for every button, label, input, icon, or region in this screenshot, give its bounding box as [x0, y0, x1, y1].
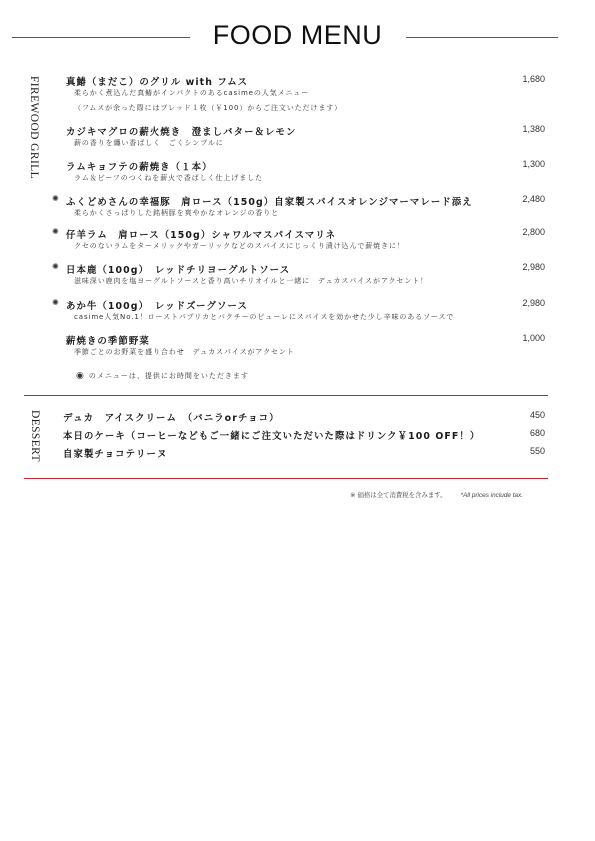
menu-item-price: 2,980 [522, 262, 545, 272]
dessert-item-name: 本日のケーキ（コーヒーなどもご一緒にご注文いただいた際はドリンク￥100 OFF！） [63, 431, 481, 442]
long-wait-mark-icon: ✺ [52, 298, 59, 307]
menu-item-description: 柔らかくさっぱりした銘柄豚を爽やかなオレンジの香りと [74, 209, 280, 217]
section-label-dessert: DESSERT [29, 410, 41, 462]
menu-item-description: （フムスが余った際にはブレッド１枚（￥100）からご注文いただけます） [74, 104, 343, 112]
menu-item-description: 滋味深い鹿肉を塩ヨーグルトソースと香り高いチリオイルと一緒に デュカスパイスがアクセント！ [74, 277, 429, 285]
dessert-item-price: 680 [529, 428, 545, 438]
dessert-item-price: 450 [529, 410, 545, 420]
long-wait-mark-icon: ✺ [52, 262, 59, 271]
long-wait-mark-icon: ✺ [52, 194, 59, 203]
long-wait-mark-icon: ✺ [52, 227, 59, 236]
menu-item-name: 日本鹿（100g） レッドチリヨーグルトソース [66, 265, 291, 276]
tax-note-japanese: ※ 価格は全て消費税を含みます。 [350, 491, 447, 499]
wait-time-note-text: のメニューは、提供にお時間をいただきます [88, 372, 249, 380]
wait-time-note [76, 371, 249, 381]
menu-item-price: 2,480 [522, 194, 545, 204]
target-mark-icon: ◉ [76, 371, 85, 381]
page-title: FOOD MENU [212, 20, 383, 50]
section-divider [24, 395, 548, 396]
menu-item-name: ふくどめさんの幸福豚 肩ロース（150g）自家製スパイスオレンジマーマレード添え [66, 197, 473, 208]
tax-note-english: *All prices include tax. [460, 492, 523, 499]
tax-note [350, 490, 523, 499]
menu-item-name: 仔羊ラム 肩ロース（150g）シャワルマスパイスマリネ [66, 230, 337, 241]
menu-item-price: 2,800 [522, 227, 545, 237]
menu-item-price: 1,000 [522, 333, 545, 343]
menu-item-name: 真鰆（まだこ）のグリル with フムス [66, 77, 249, 88]
section-divider [24, 478, 548, 479]
menu-item-description: 薪の香りを纏い香ばしく ごくシンプルに [74, 139, 224, 147]
menu-item-description: 柔らかく煮込んだ真鰆がインパクトのあるcasimeの人気メニュー [74, 89, 310, 97]
menu-item-name: カジキマグロの薪火焼き 澄ましバター＆レモン [66, 127, 297, 138]
menu-item-description: 季節ごとのお野菜を盛り合わせ デュカスパイスがアクセント [74, 348, 295, 356]
dessert-item-name: デュカ アイスクリーム （バニラorチョコ） [63, 413, 280, 424]
menu-item-description: クセのないラムをターメリックやガーリックなどのスパイスにじっくり漬け込んで薪焼きに！ [74, 242, 405, 250]
section-label-firewood-grill: FIREWOOD GRILL [28, 76, 40, 180]
menu-item-description: ラム＆ビーフのつくねを薪火で香ばしく仕上げました [74, 174, 263, 182]
menu-item-name: ラムキョフテの薪焼き（１本） [66, 162, 213, 173]
menu-item-price: 1,680 [522, 74, 545, 84]
menu-item-price: 1,380 [522, 124, 545, 134]
menu-item-name: あか牛（100g） レッドズーグソース [66, 301, 248, 312]
menu-item-name: 薪焼きの季節野菜 [66, 336, 150, 347]
menu-item-price: 1,300 [522, 159, 545, 169]
menu-item-description: casime人気No.1！ローストパプリカとパクチーのピューレにスパイスを効かせた少し辛味のあるソースで [74, 313, 455, 321]
menu-item-price: 2,980 [522, 298, 545, 308]
dessert-item-name: 自家製チョコテリーヌ [63, 449, 168, 460]
dessert-item-price: 550 [529, 446, 545, 456]
